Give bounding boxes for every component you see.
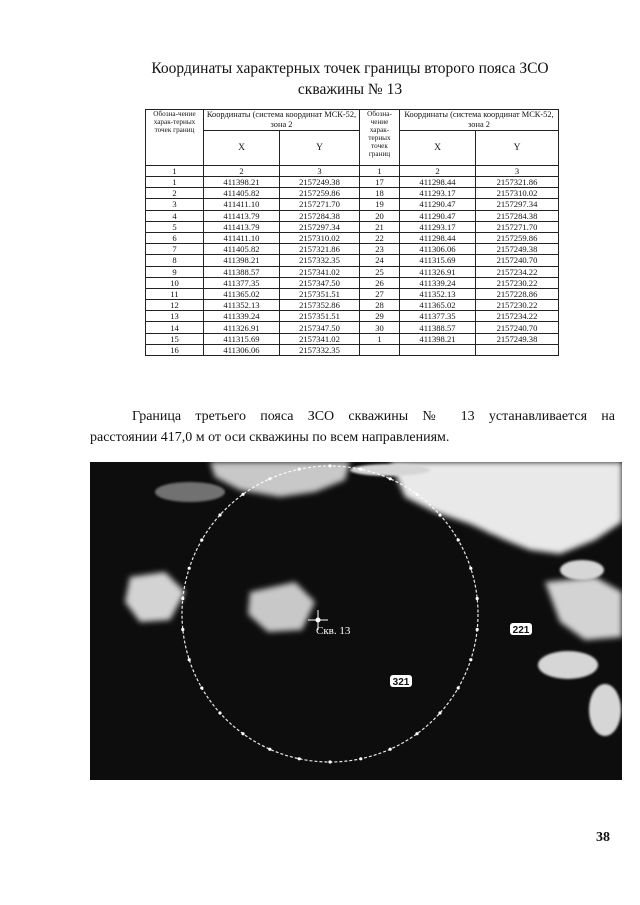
table-cell: 2157230.22 xyxy=(476,277,559,288)
column-index-cell: 3 xyxy=(280,166,360,177)
table-cell: 2157284.38 xyxy=(476,210,559,221)
boundary-point xyxy=(457,538,460,541)
table-cell: 411339.24 xyxy=(204,311,280,322)
table-cell: 24 xyxy=(360,255,400,266)
table-cell: 411398.21 xyxy=(204,255,280,266)
table-cell: 411413.79 xyxy=(204,221,280,232)
table-row xyxy=(146,199,559,210)
table-cell: 6 xyxy=(146,232,204,243)
table-cell: 16 xyxy=(146,344,204,355)
boundary-point xyxy=(188,658,191,661)
title-line-2: скважины № 13 xyxy=(297,81,403,98)
coordinates-group-header: Координаты (система координат МСК-52, зона 2 xyxy=(400,110,559,131)
table-cell: 13 xyxy=(146,311,204,322)
table-row xyxy=(146,232,559,243)
column-index-cell: 2 xyxy=(204,166,280,177)
table-cell: 411388.57 xyxy=(204,266,280,277)
page-number: 38 xyxy=(596,830,610,845)
table-cell: 411377.35 xyxy=(204,277,280,288)
table-cell: 17 xyxy=(360,177,400,188)
table-cell: 1 xyxy=(360,333,400,344)
table-cell: 411413.79 xyxy=(204,210,280,221)
table-row xyxy=(146,244,559,255)
boundary-point xyxy=(328,464,331,467)
table-cell: 2157240.70 xyxy=(476,255,559,266)
document-title xyxy=(100,58,600,100)
third-zone-paragraph xyxy=(90,406,615,448)
table-cell: 7 xyxy=(146,244,204,255)
building-label: 321 xyxy=(392,677,410,688)
table-cell: 411377.35 xyxy=(400,311,476,322)
table-cell: 29 xyxy=(360,311,400,322)
table-cell: 21 xyxy=(360,221,400,232)
table-cell: 411326.91 xyxy=(204,322,280,333)
table-cell: 4 xyxy=(146,210,204,221)
table-cell: 28 xyxy=(360,300,400,311)
table-cell: 2157271.70 xyxy=(476,221,559,232)
boundary-point xyxy=(457,686,460,689)
table-cell: 411298.44 xyxy=(400,232,476,243)
table-cell: 14 xyxy=(146,322,204,333)
boundary-point xyxy=(469,658,472,661)
boundary-point xyxy=(328,760,331,763)
boundary-point xyxy=(389,748,392,751)
building-label-badge xyxy=(390,675,412,688)
y-column-header: Y xyxy=(476,131,559,166)
table-cell: 411306.06 xyxy=(204,344,280,355)
table-cell: 25 xyxy=(360,266,400,277)
table-cell: 19 xyxy=(360,199,400,210)
table-row xyxy=(146,177,559,188)
table-row xyxy=(146,300,559,311)
table-cell: 411405.82 xyxy=(204,188,280,199)
well-label: Скв. 13 xyxy=(316,625,351,637)
table-cell: 411398.21 xyxy=(204,177,280,188)
table-cell: 2157347.50 xyxy=(280,277,360,288)
boundary-point xyxy=(389,477,392,480)
table-cell: 2157321.86 xyxy=(476,177,559,188)
boundary-point xyxy=(268,477,271,480)
boundary-point xyxy=(268,748,271,751)
table-cell: 411326.91 xyxy=(400,266,476,277)
column-index-cell: 3 xyxy=(476,166,559,177)
table-cell: 12 xyxy=(146,300,204,311)
table-cell: 2157297.34 xyxy=(476,199,559,210)
table-cell: 2 xyxy=(146,188,204,199)
table-cell: 10 xyxy=(146,277,204,288)
point-column-header: Обозна-чение харак-терных точек границ xyxy=(146,110,204,166)
table-cell: 2157259.86 xyxy=(280,188,360,199)
table-cell: 2157352.86 xyxy=(280,300,360,311)
table-cell: 411306.06 xyxy=(400,244,476,255)
table-cell: 11 xyxy=(146,288,204,299)
table-cell: 15 xyxy=(146,333,204,344)
table-row xyxy=(146,255,559,266)
y-column-header: Y xyxy=(280,131,360,166)
table-cell: 18 xyxy=(360,188,400,199)
boundary-point xyxy=(200,538,203,541)
table-cell: 3 xyxy=(146,199,204,210)
table-cell: 2157234.22 xyxy=(476,266,559,277)
boundary-point xyxy=(415,493,418,496)
table-cell: 411411.10 xyxy=(204,199,280,210)
boundary-point xyxy=(438,513,441,516)
table-cell: 27 xyxy=(360,288,400,299)
boundary-point xyxy=(218,513,221,516)
table-cell xyxy=(360,344,400,355)
table-cell: 9 xyxy=(146,266,204,277)
column-index-cell: 1 xyxy=(360,166,400,177)
coordinates-group-header: Координаты (система координат МСК-52, зона 2 xyxy=(204,110,360,131)
table-cell: 2157332.35 xyxy=(280,344,360,355)
boundary-point xyxy=(438,711,441,714)
table-cell: 2157284.38 xyxy=(280,210,360,221)
table-cell: 2157341.02 xyxy=(280,266,360,277)
table-cell: 8 xyxy=(146,255,204,266)
coordinates-table-body xyxy=(146,177,559,356)
table-cell: 411293.17 xyxy=(400,221,476,232)
table-cell: 411352.13 xyxy=(400,288,476,299)
boundary-point xyxy=(359,468,362,471)
x-column-header: X xyxy=(400,131,476,166)
table-cell: 411293.17 xyxy=(400,188,476,199)
table-row xyxy=(146,188,559,199)
boundary-point xyxy=(188,567,191,570)
table-row xyxy=(146,266,559,277)
table-cell: 411290.47 xyxy=(400,210,476,221)
boundary-point xyxy=(298,468,301,471)
column-index-cell: 2 xyxy=(400,166,476,177)
table-cell: 30 xyxy=(360,322,400,333)
table-cell: 411398.21 xyxy=(400,333,476,344)
boundary-point xyxy=(415,732,418,735)
table-cell: 411352.13 xyxy=(204,300,280,311)
table-cell: 2157347.50 xyxy=(280,322,360,333)
building-label-badge xyxy=(510,623,532,636)
table-cell: 411315.69 xyxy=(204,333,280,344)
table-cell: 23 xyxy=(360,244,400,255)
table-row xyxy=(146,210,559,221)
building-label: 221 xyxy=(512,625,530,636)
boundary-point xyxy=(476,597,479,600)
table-cell: 2157240.70 xyxy=(476,322,559,333)
boundary-point xyxy=(241,493,244,496)
table-cell: 411388.57 xyxy=(400,322,476,333)
table-cell: 5 xyxy=(146,221,204,232)
table-cell: 411365.02 xyxy=(400,300,476,311)
table-cell xyxy=(476,344,559,355)
table-cell: 2157297.34 xyxy=(280,221,360,232)
table-cell: 2157351.51 xyxy=(280,288,360,299)
table-cell: 411298.44 xyxy=(400,177,476,188)
table-row xyxy=(146,221,559,232)
point-column-header: Обозна-чение харак-терных точек границ xyxy=(360,110,400,166)
table-cell: 411411.10 xyxy=(204,232,280,243)
table-cell: 2157310.02 xyxy=(280,232,360,243)
table-cell: 2157249.38 xyxy=(280,177,360,188)
table-cell xyxy=(400,344,476,355)
table-cell: 411315.69 xyxy=(400,255,476,266)
table-cell: 2157259.86 xyxy=(476,232,559,243)
column-index-cell: 1 xyxy=(146,166,204,177)
paragraph-line-1: Граница третьего пояса ЗСО скважины № 13 устанавливается на xyxy=(132,409,615,424)
boundary-point xyxy=(476,628,479,631)
x-column-header: X xyxy=(204,131,280,166)
boundary-point xyxy=(181,628,184,631)
table-cell: 2157271.70 xyxy=(280,199,360,210)
table-cell: 2157341.02 xyxy=(280,333,360,344)
boundary-point xyxy=(181,597,184,600)
table-cell: 2157249.38 xyxy=(476,333,559,344)
table-cell: 2157228.86 xyxy=(476,288,559,299)
boundary-point xyxy=(200,686,203,689)
map-drawing xyxy=(90,462,622,780)
table-cell: 2157321.86 xyxy=(280,244,360,255)
table-row xyxy=(146,333,559,344)
boundary-point xyxy=(218,711,221,714)
boundary-point xyxy=(241,732,244,735)
boundary-point xyxy=(469,567,472,570)
table-cell: 411339.24 xyxy=(400,277,476,288)
table-cell: 2157351.51 xyxy=(280,311,360,322)
table-cell: 2157310.02 xyxy=(476,188,559,199)
table-row xyxy=(146,277,559,288)
table-cell: 411365.02 xyxy=(204,288,280,299)
table-cell: 20 xyxy=(360,210,400,221)
table-row xyxy=(146,288,559,299)
table-cell: 2157230.22 xyxy=(476,300,559,311)
table-cell: 2157249.38 xyxy=(476,244,559,255)
paragraph-line-2: расстоянии 417,0 м от оси скважины по всем направлениям. xyxy=(90,430,450,445)
table-row xyxy=(146,344,559,355)
table-cell: 2157234.22 xyxy=(476,311,559,322)
table-cell: 411290.47 xyxy=(400,199,476,210)
table-cell: 22 xyxy=(360,232,400,243)
satellite-map-image xyxy=(90,462,622,780)
title-line-1: Координаты характерных точек границы второго пояса ЗСО xyxy=(151,60,549,77)
table-cell: 26 xyxy=(360,277,400,288)
table-cell: 411405.82 xyxy=(204,244,280,255)
table-cell: 2157332.35 xyxy=(280,255,360,266)
table-row xyxy=(146,311,559,322)
boundary-point xyxy=(298,757,301,760)
boundary-point xyxy=(359,757,362,760)
table-row xyxy=(146,322,559,333)
column-index-row xyxy=(146,166,559,177)
table-cell: 1 xyxy=(146,177,204,188)
coordinates-table xyxy=(145,109,559,356)
